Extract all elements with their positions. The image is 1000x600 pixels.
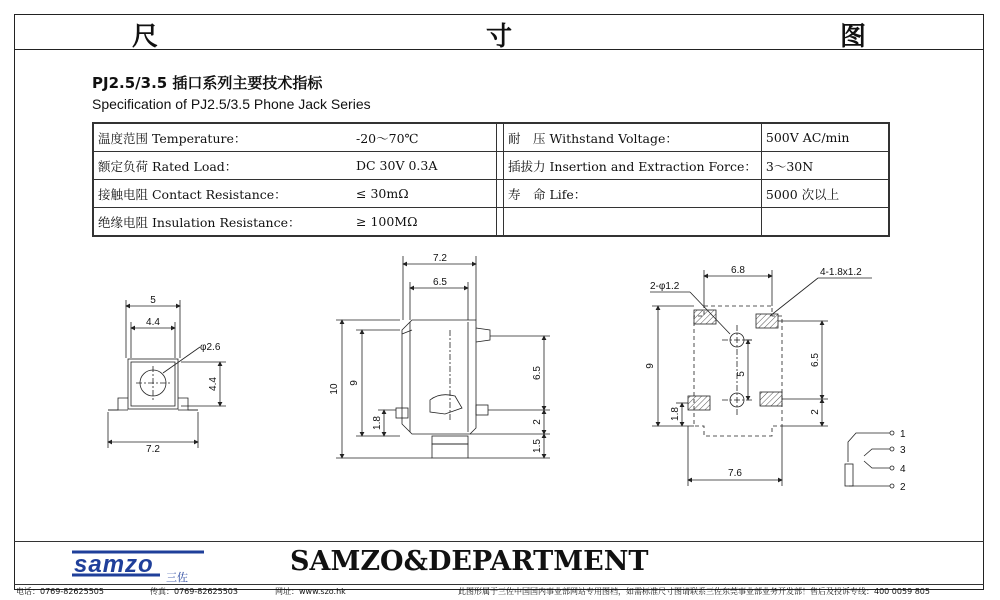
dim-label: 7.2 bbox=[433, 253, 447, 264]
dim-label: 6.5 bbox=[433, 277, 447, 288]
solder-pad bbox=[760, 392, 782, 406]
dim-label: 6.5 bbox=[810, 353, 821, 367]
dim-label: 4.4 bbox=[146, 317, 160, 328]
side-view-drawing bbox=[108, 295, 226, 455]
pin-label: 3 bbox=[900, 445, 906, 456]
spec-label: 绝缘电阻 Insulation Resistance： bbox=[93, 208, 352, 237]
dim-label: 2 bbox=[532, 419, 543, 425]
dim-label: 4.4 bbox=[208, 377, 219, 391]
dim-label: 4-1.8x1.2 bbox=[820, 267, 862, 278]
spec-heading-cn: PJ2.5/3.5 插口系列主要技术指标 bbox=[92, 74, 323, 92]
spec-value: 500V AC/min bbox=[761, 123, 889, 152]
footer-divider bbox=[14, 584, 984, 585]
spec-label: 插拔力 Insertion and Extraction Force： bbox=[504, 152, 762, 180]
dim-label: 2 bbox=[810, 409, 821, 415]
dim-label: 1.8 bbox=[670, 407, 681, 421]
spec-value: -20～70℃ bbox=[352, 123, 497, 152]
spec-label: 寿 命 Life： bbox=[504, 180, 762, 208]
pin-schematic bbox=[845, 429, 906, 493]
spec-label: 额定负荷 Rated Load： bbox=[93, 152, 352, 180]
dim-label: 9 bbox=[349, 380, 360, 386]
spec-label: 耐 压 Withstand Voltage： bbox=[504, 123, 762, 152]
logo-cn-text: 三佐 bbox=[166, 572, 188, 584]
dim-label: 6.8 bbox=[731, 265, 745, 276]
spec-heading-en: Specification of PJ2.5/3.5 Phone Jack Series bbox=[92, 96, 371, 112]
pin-label: 4 bbox=[900, 464, 906, 475]
dim-label: 1.5 bbox=[532, 439, 543, 453]
solder-pad bbox=[688, 396, 710, 410]
left-lead bbox=[108, 398, 128, 410]
spec-value: 5000 次以上 bbox=[761, 180, 889, 208]
dim-label: 6.5 bbox=[532, 366, 543, 380]
spec-value: ≥ 100MΩ bbox=[352, 208, 497, 237]
front-view-drawing bbox=[329, 253, 550, 458]
spec-value: DC 30V 0.3A bbox=[352, 152, 497, 180]
dim-label: φ2.6 bbox=[200, 342, 221, 353]
page-title: 尺 寸 图 bbox=[131, 22, 958, 52]
dim-label: 1.8 bbox=[372, 416, 383, 430]
dim-label: 10 bbox=[329, 383, 340, 395]
dim-label: 7.2 bbox=[146, 444, 160, 455]
pin-label: 2 bbox=[900, 482, 906, 493]
pin-label: 1 bbox=[900, 429, 906, 440]
spec-label: 温度范围 Temperature： bbox=[93, 123, 352, 152]
dim-label: 7.6 bbox=[728, 468, 742, 479]
logo-text: samzo bbox=[74, 551, 154, 578]
solder-pad bbox=[694, 310, 716, 324]
pcb-footprint-drawing bbox=[645, 265, 872, 486]
footer-phone: 电话：0769-82625505 bbox=[16, 587, 104, 596]
footer-website[interactable]: 网址：www.szo.hk bbox=[275, 587, 346, 596]
schematic-wire bbox=[848, 433, 890, 462]
company-name: SAMZO&DEPARTMENT bbox=[290, 546, 649, 577]
right-lead bbox=[178, 398, 198, 410]
dim-label: 2-φ1.2 bbox=[650, 281, 680, 292]
spec-value: ≤ 30mΩ bbox=[352, 180, 497, 208]
dim-label: 5 bbox=[150, 295, 156, 306]
footer-note: 此图形属于三佐中国国内事业部网站专用图档，如需标准尺寸图请联系三佐东莞事业部业务开发部！售后及投诉专线：400 0059 805 bbox=[458, 587, 930, 596]
jack-outline bbox=[402, 320, 476, 434]
footer-fax: 传真：0769-82625503 bbox=[150, 587, 238, 596]
dim-label: 9 bbox=[645, 363, 656, 369]
solder-pad bbox=[756, 314, 778, 328]
samzo-logo bbox=[72, 551, 204, 584]
spec-value: 3～30N bbox=[761, 152, 889, 180]
spec-label: 接触电阻 Contact Resistance： bbox=[93, 180, 352, 208]
dim-label: 5 bbox=[736, 371, 747, 377]
footer-divider bbox=[14, 541, 984, 542]
